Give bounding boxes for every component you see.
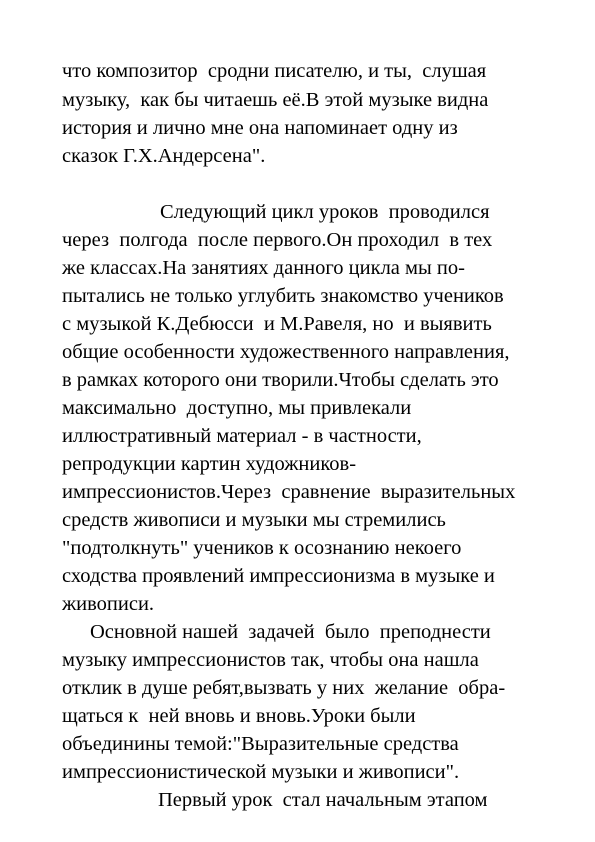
text-line: сказок Г.Х.Андерсена". xyxy=(62,145,266,167)
text-line: пытались не только углубить знакомство учеников xyxy=(62,285,504,307)
text-line: "подтолкнуть" учеников к осознанию некоего xyxy=(62,537,462,559)
text-line: Следующий цикл уроков проводился xyxy=(160,201,490,223)
text-line: в рамках которого они творили.Чтобы сделать это xyxy=(62,369,499,391)
text-line: максимально доступно, мы привлекали xyxy=(62,397,412,419)
text-line: иллюстративный материал - в частности, xyxy=(62,425,422,447)
text-line: репродукции картин художников- xyxy=(62,453,357,475)
text-line: щаться к ней вновь и вновь.Уроки были xyxy=(62,705,416,727)
text-line: Первый урок стал начальным этапом xyxy=(158,789,488,811)
text-line: импрессионистической музыки и живописи". xyxy=(62,761,460,783)
text-line: через полгода после первого.Он проходил в тех xyxy=(62,229,493,251)
text-line: Основной нашей задачей было преподнести xyxy=(90,621,491,643)
text-line: объединины темой:"Выразительные средства xyxy=(62,733,459,755)
text-line: живописи. xyxy=(62,593,155,615)
text-line: что композитор сродни писателю, и ты, слушая xyxy=(62,60,487,82)
text-line: импрессионистов.Через сравнение выразительных xyxy=(62,481,516,503)
text-line: же классах.На занятиях данного цикла мы по- xyxy=(62,257,465,279)
text-line: отклик в душе ребят,вызвать у них желание обра- xyxy=(62,677,506,699)
text-line: сходства проявлений импрессионизма в музыке и xyxy=(62,565,495,587)
text-line: музыку импрессионистов так, чтобы она нашла xyxy=(62,649,479,671)
text-line: история и лично мне она напоминает одну из xyxy=(62,117,458,139)
text-line: музыку, как бы читаешь её.В этой музыке видна xyxy=(62,89,489,111)
text-line: средств живописи и музыки мы стремились xyxy=(62,509,446,531)
text-line: общие особенности художественного направления, xyxy=(62,341,510,363)
text-line: с музыкой К.Дебюсси и М.Равеля, но и выявить xyxy=(62,313,492,335)
